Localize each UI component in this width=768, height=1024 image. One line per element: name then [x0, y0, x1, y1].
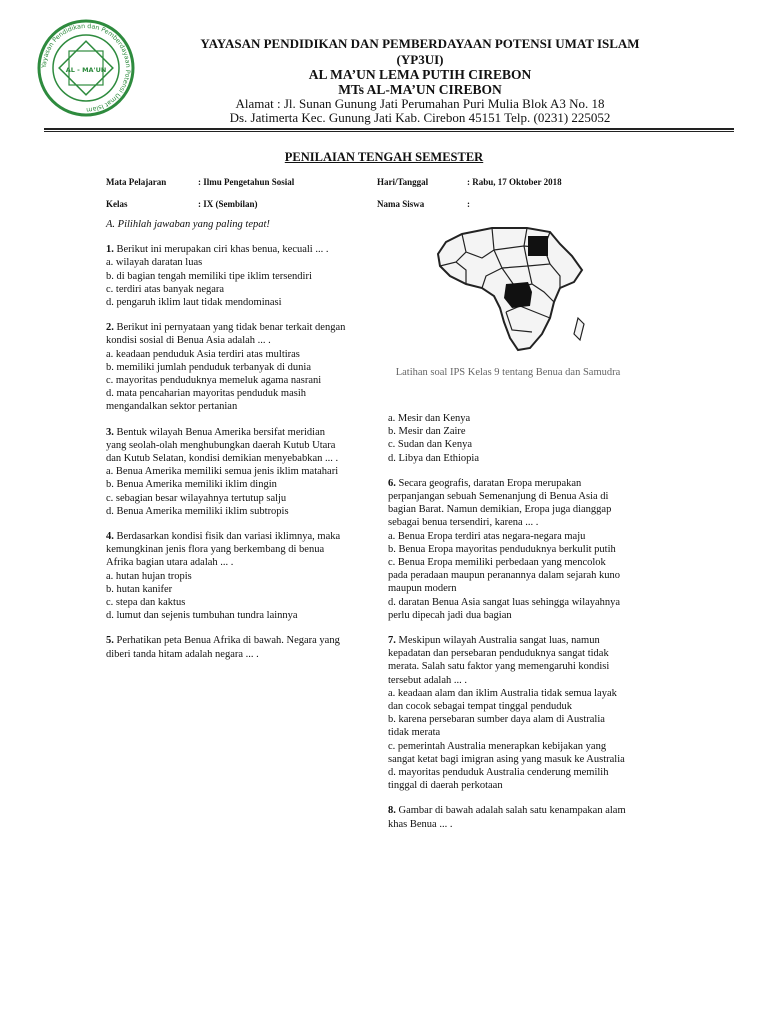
- question-stem: Secara geografis, daratan Eropa merupakan perpanjangan sebuah Semenanjung di Benua Asia di bagian Barat. Namun demikian, Eropa juga dianggap sebagai benua tersendiri, karena ... .: [388, 477, 612, 529]
- answer-option: a. keadaan penduduk Asia terdiri atas multiras: [106, 348, 300, 360]
- class-label: Kelas: [106, 199, 128, 209]
- subject-value: : Ilmu Pengetahun Sosial: [198, 177, 295, 187]
- answer-option: c. terdiri atas banyak negara: [106, 283, 225, 295]
- question-number: 3.: [106, 426, 114, 438]
- question-5-options: [388, 412, 628, 465]
- date-label: Hari/Tanggal: [377, 177, 429, 187]
- address-line-1: Alamat : Jl. Sunan Gunung Jati Perumahan Puri Mulia Blok A3 No. 18: [235, 96, 605, 111]
- answer-option: c. pemerintah Australia menerapkan kebijakan yang sangat ketat bagi imigran asing yang masuk ke Australia: [388, 740, 625, 765]
- question-item: [388, 634, 628, 792]
- question-item: [106, 243, 346, 309]
- question-stem: Berdasarkan kondisi fisik dan variasi iklimnya, maka kemungkinan jenis flora yang berkembang di benua Afrika bagian utara adalah ... .: [106, 531, 341, 569]
- answer-option: c. mayoritas penduduknya memeluk agama nasrani: [106, 375, 322, 387]
- header-divider-thin: [44, 131, 734, 132]
- question-item: [106, 426, 346, 518]
- student-name-label: Nama Siswa: [377, 199, 425, 209]
- question-stem: Gambar di bawah adalah salah satu kenampakan alam khas Benua ... .: [388, 805, 626, 830]
- logo-ring-text: Yayasan Pendidikan dan Pemberdayaan Potensi Umat Islam: [40, 22, 132, 114]
- letterhead: [0, 0, 768, 140]
- question-item: [388, 804, 628, 830]
- answer-option: b. Mesir dan Zaire: [388, 426, 466, 438]
- question-text: [388, 634, 628, 687]
- right-column: [388, 412, 628, 843]
- question-number: 7.: [388, 635, 396, 647]
- answer-option: a. Benua Eropa terdiri atas negara-negara maju: [388, 530, 586, 542]
- address-line-2: Ds. Jatimerta Kec. Gunung Jati Kab. Cirebon 45151 Telp. (0231) 225052: [229, 110, 611, 125]
- date-value: : Rabu, 17 Oktober 2018: [467, 177, 562, 187]
- question-text: [388, 804, 628, 830]
- answer-option: b. Benua Amerika memiliki iklim dingin: [106, 479, 277, 491]
- answer-option: d. Benua Amerika memiliki iklim subtropis: [106, 505, 289, 517]
- question-text: [106, 243, 346, 256]
- instruction: A. Pilihlah jawaban yang paling tepat!: [106, 219, 270, 230]
- question-stem: Meskipun wilayah Australia sangat luas, namun kepadatan dan persebaran penduduknya sangat tidak merata. Salah satu faktor yang memengaruhi kondisi tersebut adalah ... .: [388, 635, 610, 686]
- answer-option: c. Sudan dan Kenya: [388, 439, 472, 451]
- school-name: MTs AL-MA’UN CIREBON: [338, 82, 502, 97]
- answer-option: a. Mesir dan Kenya: [388, 413, 471, 424]
- answer-option: b. Benua Eropa mayoritas penduduknya berkulit putih: [388, 543, 616, 555]
- answer-option: a. hutan hujan tropis: [106, 570, 192, 582]
- answer-option: c. Benua Eropa memiliki perbedaan yang mencolok pada peradaan maupun peranannya dalam sejarah kuno maupun modern: [388, 557, 621, 595]
- africa-map-icon: [432, 222, 588, 354]
- answer-option: c. stepa dan kaktus: [106, 597, 186, 609]
- answer-option: b. di bagian tengah memiliki tipe iklim tersendiri: [106, 270, 312, 282]
- question-number: 5.: [106, 635, 114, 647]
- question-text: [388, 477, 628, 530]
- question-text: [106, 634, 346, 660]
- question-item: [106, 634, 346, 660]
- answer-option: b. hutan kanifer: [106, 583, 173, 595]
- question-text: [106, 530, 346, 570]
- question-number: 8.: [388, 805, 396, 817]
- africa-map: [432, 222, 588, 354]
- question-stem: Berikut ini pernyataan yang tidak benar terkait dengan kondisi sosial di Benua Asia adalah ... .: [106, 322, 346, 347]
- student-name-value: :: [467, 199, 470, 209]
- subject-label: Mata Pelajaran: [106, 177, 167, 187]
- left-column: [106, 218, 346, 673]
- question-item: [388, 477, 628, 622]
- answer-option: b. karena persebaran sumber daya alam di Australia tidak merata: [388, 714, 605, 739]
- question-number: 1.: [106, 244, 114, 256]
- answer-option: d. mata pencaharian mayoritas penduduk masih mengandalkan sektor pertanian: [106, 388, 307, 413]
- answer-option: d. lumut dan sejenis tumbuhan tundra lainnya: [106, 610, 298, 622]
- question-number: 4.: [106, 531, 114, 543]
- question-item: [106, 321, 346, 413]
- answer-option: d. daratan Benua Asia sangat luas sehingga wilayahnya perlu dipecah jadi dua bagian: [388, 596, 621, 621]
- question-number: 2.: [106, 322, 114, 334]
- answer-option: a. wilayah daratan luas: [106, 257, 203, 269]
- institution-name: AL MA’UN LEMA PUTIH CIREBON: [308, 67, 532, 82]
- answer-option: d. mayoritas penduduk Australia cenderung memilih tinggal di daerah perkotaan: [388, 767, 609, 792]
- foundation-name: YAYASAN PENDIDIKAN DAN PEMBERDAYAAN POTENSI UMAT ISLAM: [200, 36, 640, 51]
- answer-option: c. sebagian besar wilayahnya tertutup salju: [106, 492, 287, 504]
- question-stem: Berikut ini merupakan ciri khas benua, kecuali ... .: [116, 244, 329, 256]
- foundation-abbreviation: (YP3UI): [396, 52, 444, 67]
- logo-text: AL - MA'UN: [65, 66, 107, 74]
- header-divider: [44, 128, 734, 130]
- answer-option: d. pengaruh iklim laut tidak mendominasi: [106, 297, 282, 309]
- answer-option: b. memiliki jumlah penduduk terbanyak di dunia: [106, 361, 312, 373]
- question-text: [106, 426, 346, 466]
- question-stem: Bentuk wilayah Benua Amerika bersifat meridian yang seolah-olah menghubungkan daerah Kutub Utara dan Kutub Selatan, kondisi demikian menyebabkan ... .: [106, 426, 339, 465]
- question-stem: Perhatikan peta Benua Afrika di bawah. Negara yang diberi tanda hitam adalah negara ... .: [106, 635, 340, 660]
- question-number: 6.: [388, 477, 396, 489]
- figure-caption: Latihan soal IPS Kelas 9 tentang Benua dan Samudra: [395, 367, 621, 378]
- answer-option: a. keadaan alam dan iklim Australia tidak semua layak dan cocok sebagai tempat tinggal penduduk: [388, 687, 617, 713]
- answer-option: a. Benua Amerika memiliki semua jenis iklim matahari: [106, 466, 339, 478]
- answer-option: d. Libya dan Ethiopia: [388, 452, 479, 464]
- question-text: [106, 321, 346, 347]
- class-value: : IX (Sembilan): [198, 199, 258, 209]
- question-item: [106, 530, 346, 622]
- exam-title: PENILAIAN TENGAH SEMESTER: [284, 150, 484, 164]
